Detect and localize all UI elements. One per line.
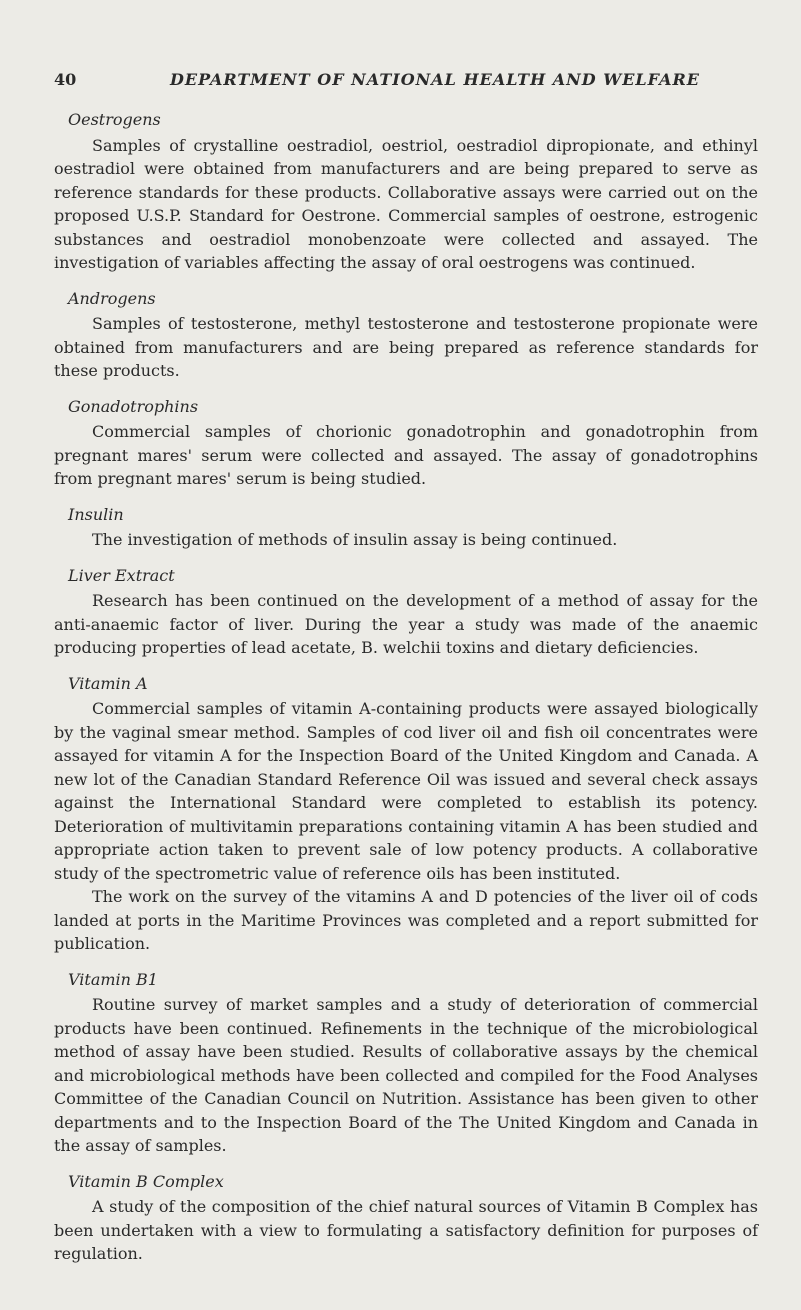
section-heading: Insulin [68,504,124,524]
section-heading: Androgens [68,288,156,308]
page-body [54,108,758,1278]
section-heading: Oestrogens [68,110,161,129]
paragraph: The work on the survey of the vitamins A and D potencies of the liver oil of cods landed at ports in the Maritime Provinces was completed and a report submitted for publication. [54,887,758,953]
section-liver-extract [54,564,758,660]
paragraph: Research has been continued on the development of a method of assay for the anti-anaemic factor of liver. During the year a study was made of the anaemic producing properties of lead acetate, B. welchii toxins and dietary deficiencies. [54,591,758,657]
paragraph: Routine survey of market samples and a study of deterioration of commercial products have been continued. Refinements in the technique of the microbiological method of assay have been studied. Results of collaborative assays by the chemical and microbiological methods have been collected and compiled for the Food Analyses Committee of the Canadian Council on Nutrition. Assistance has been given to other departments and to the Inspection Board of the The United Kingdom and Canada in the assay of samples. [54,995,758,1155]
section-insulin [54,503,758,552]
paragraph: Commercial samples of vitamin A-containing products were assayed biologically by the vaginal smear method. Samples of cod liver oil and fish oil concentrates were assayed for vitamin A for the Inspection Board of the United Kingdom and Canada. A new lot of the Canadian Standard Reference Oil was issued and several check assays against the International Standard were completed to establish its potency. Deterioration of multivitamin preparations containing vitamin A has been studied and appropriate action taken to prevent sale of low potency products. A collaborative study of the spectrometric value of reference oils has been instituted. [54,699,758,883]
paragraph: Samples of testosterone, methyl testosterone and testosterone propionate were obtained from manufacturers and are being prepared as reference standards for these products. [54,314,758,380]
section-heading: Vitamin A [68,673,148,693]
section-heading: Gonadotrophins [68,396,199,416]
paragraph: Commercial samples of chorionic gonadotrophin and gonadotrophin from pregnant mares' serum were collected and assayed. The assay of gonadotrophins from pregnant mares' serum is being studied. [54,422,758,488]
section-gonadotrophins [54,395,758,491]
running-title: DEPARTMENT OF NATIONAL HEALTH AND WELFARE [170,70,700,89]
section-androgens [54,287,758,383]
running-header [54,70,754,90]
section-heading: Vitamin B Complex [68,1171,224,1191]
section-vitamin-b1 [54,968,758,1158]
paragraph: A study of the composition of the chief natural sources of Vitamin B Complex has been undertaken with a view to formulating a satisfactory definition for purposes of regulation. [54,1197,758,1263]
section-heading: Liver Extract [68,565,175,585]
page-number: 40 [54,70,77,89]
section-heading: Vitamin B1 [68,969,158,989]
section-vitamin-a [54,672,758,956]
paragraph: The investigation of methods of insulin assay is being continued. [92,530,618,549]
paragraph: Samples of crystalline oestradiol, oestriol, oestradiol dipropionate, and ethinyl oestradiol were obtained from manufacturers and are being prepared to serve as reference standards for these products. Collaborative assays were carried out on the proposed U.S.P. Standard for Oestrone. Commercial samples of oestrone, estrogenic substances and oestradiol monobenzoate were collected and assayed. The investigation of variables affecting the assay of oral oestrogens was continued. [54,135,758,272]
section-oestrogens [54,108,758,275]
section-vitamin-b-complex [54,1170,758,1266]
